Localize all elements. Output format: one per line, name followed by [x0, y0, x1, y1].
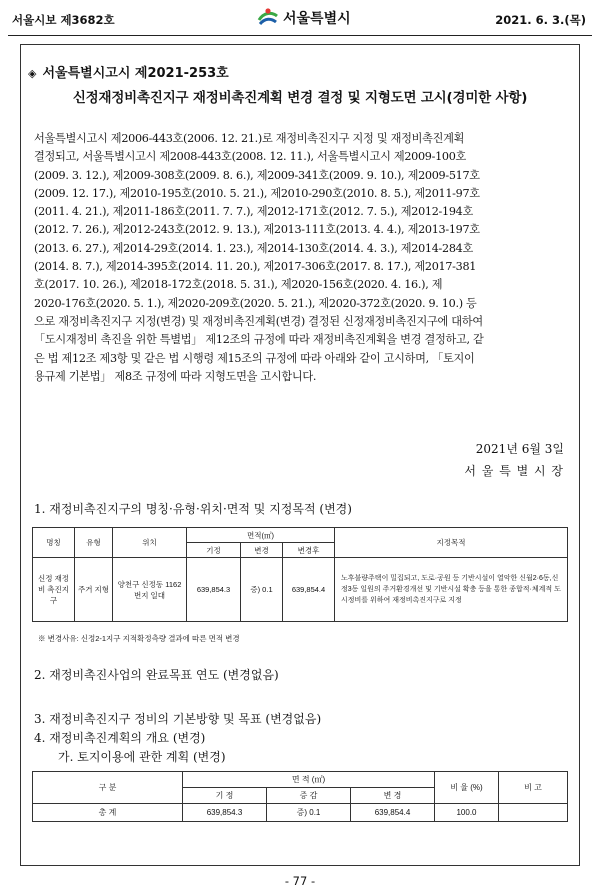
cell-after: 639,854.4: [283, 558, 335, 622]
cell-change: 증) 0.1: [241, 558, 283, 622]
cell-purpose: 노후불량주택이 밀집되고, 도로·공원 등 기반시설이 열악한 신월2·6동,신정3동 일원의 주거환경개선 및 기반시설 확충 등을 통한 종합적·체계적 도시정비를 위하여 재정비촉진지구로 지정: [335, 558, 568, 622]
body-line: 용규제 기본법」 제8조 규정에 따라 지형도면을 고시합니다.: [34, 369, 317, 383]
section2-heading: 2. 재정비촉진사업의 완료목표 연도 (변경없음): [34, 668, 279, 682]
section4-sub-heading: 가. 토지이용에 관한 계획 (변경): [58, 750, 226, 764]
body-line: (2014. 8. 7.), 제2014-395호(2014. 11. 20.), 제2017-306호(2017. 8. 17.), 제2017-381: [34, 260, 477, 274]
th-existing: 기 정: [183, 788, 267, 804]
body-line: 결정되고, 서울특별시고시 제2008-443호(2008. 12. 11.), 서울특별시고시 제2009-100호: [34, 150, 467, 164]
cell-existing: 639,854.3: [183, 804, 267, 822]
table-row: [33, 804, 568, 822]
logo-text: 서울특별시: [283, 11, 351, 27]
section3-heading: 3. 재정비촉진지구 정비의 기본방향 및 목표 (변경없음): [34, 712, 322, 726]
diamond-bullet-icon: ◈: [28, 67, 37, 80]
section4-heading: 4. 재정비촉진계획의 개요 (변경): [34, 731, 206, 745]
cell-after: 639,854.4: [351, 804, 435, 822]
seoul-logo: [256, 6, 351, 30]
body-line: (2009. 3. 12.), 제2009-308호(2009. 8. 6.), 제2009-341호(2009. 9. 10.), 제2009-517호: [34, 168, 480, 182]
notice-body: [34, 130, 566, 386]
th-name: 명칭: [33, 528, 75, 558]
land-use-table: [32, 771, 568, 822]
body-line: 은 법 제12조 제3항 및 같은 법 시행령 제15조의 규정에 따라 아래와 같이 고시하며, 「토지이: [34, 351, 475, 365]
th-category: 구 분: [33, 772, 183, 804]
th-area: 면적(㎡): [187, 528, 335, 543]
th-type: 유형: [75, 528, 113, 558]
cell-remark: [499, 804, 568, 822]
signature-date: 2021년 6월 3일: [475, 442, 564, 456]
designation-table: [32, 527, 568, 622]
cell-existing: 639,854.3: [187, 558, 241, 622]
th-after: 변경후: [283, 543, 335, 558]
issue-date: 2021. 6. 3.(목): [495, 13, 586, 27]
th-change: 변경: [241, 543, 283, 558]
body-line: (2012. 7. 26.), 제2012-243호(2012. 9. 13.), 제2013-111호(2013. 4. 4.), 제2013-197호: [34, 223, 480, 237]
th-purpose: 지정목적: [335, 528, 568, 558]
cell-change: 증) 0.1: [267, 804, 351, 822]
th-remark: 비 고: [499, 772, 568, 804]
cell-type: 주거 지형: [75, 558, 113, 622]
th-after: 변 경: [351, 788, 435, 804]
notice-title: 신정재정비촉진지구 재정비촉진계획 변경 결정 및 지형도면 고시(경미한 사항): [72, 90, 528, 106]
cell-location: 양천구 신정동 1162번지 일대: [113, 558, 187, 622]
th-location: 위치: [113, 528, 187, 558]
seoul-logo-icon: [256, 6, 280, 30]
body-line: 서울특별시고시 제2006-443호(2006. 12. 21.)로 재정비촉진지구 지정 및 재정비촉진계획: [34, 132, 465, 145]
th-ratio: 비 율 (%): [435, 772, 499, 804]
page-header: [0, 0, 600, 40]
notice-number: [28, 62, 229, 81]
table-row: [33, 558, 568, 622]
body-line: (2009. 12. 17.), 제2010-195호(2010. 5. 21.), 제2010-290호(2010. 8. 5.), 제2011-97호: [34, 186, 480, 200]
body-line: 2020-176호(2020. 5. 1.), 제2020-209호(2020. 5. 21.), 제2020-372호(2020. 9. 10.) 등: [34, 296, 477, 310]
body-line: 호(2017. 10. 26.), 제2018-172호(2018. 5. 31.), 제2020-156호(2020. 4. 16.), 제: [34, 278, 443, 292]
header-rule: [8, 35, 592, 36]
body-line: (2013. 6. 27.), 제2014-29호(2014. 1. 23.), 제2014-130호(2014. 4. 3.), 제2014-284호: [34, 241, 473, 255]
th-existing: 기정: [187, 543, 241, 558]
page-number: - 77 -: [284, 874, 316, 888]
section1-heading: 1. 재정비촉진지구의 명칭·유형·위치·면적 및 지정목적 (변경): [34, 502, 352, 516]
change-reason-note: ※ 변경사유: 신정2-1지구 지적확정측량 결과에 따른 면적 변경: [38, 634, 240, 643]
th-change: 증 감: [267, 788, 351, 804]
issue-number: 서울시보 제3682호: [12, 13, 115, 27]
body-line: 으로 재정비촉진지구 지정(변경) 및 재정비촉진계획(변경) 결정된 신정재정비촉진지구에 대하여: [34, 314, 483, 328]
notice-number-text: 서울특별시고시 제2021-253호: [42, 66, 229, 81]
body-line: (2011. 4. 21.), 제2011-186호(2011. 7. 7.), 제2012-171호(2012. 7. 5.), 제2012-194호: [34, 205, 473, 219]
signature-org: 서 울 특 별 시 장: [464, 464, 564, 478]
th-area: 면 적 (㎡): [183, 772, 435, 788]
cell-name: 신정 재정비 촉진지구: [33, 558, 75, 622]
cell-category: 총 계: [33, 804, 183, 822]
cell-ratio: 100.0: [435, 804, 499, 822]
body-line: 「도시재정비 촉진을 위한 특별법」 제12조의 규정에 따라 재정비촉진계획을 변경 결정하고, 같: [34, 333, 484, 347]
